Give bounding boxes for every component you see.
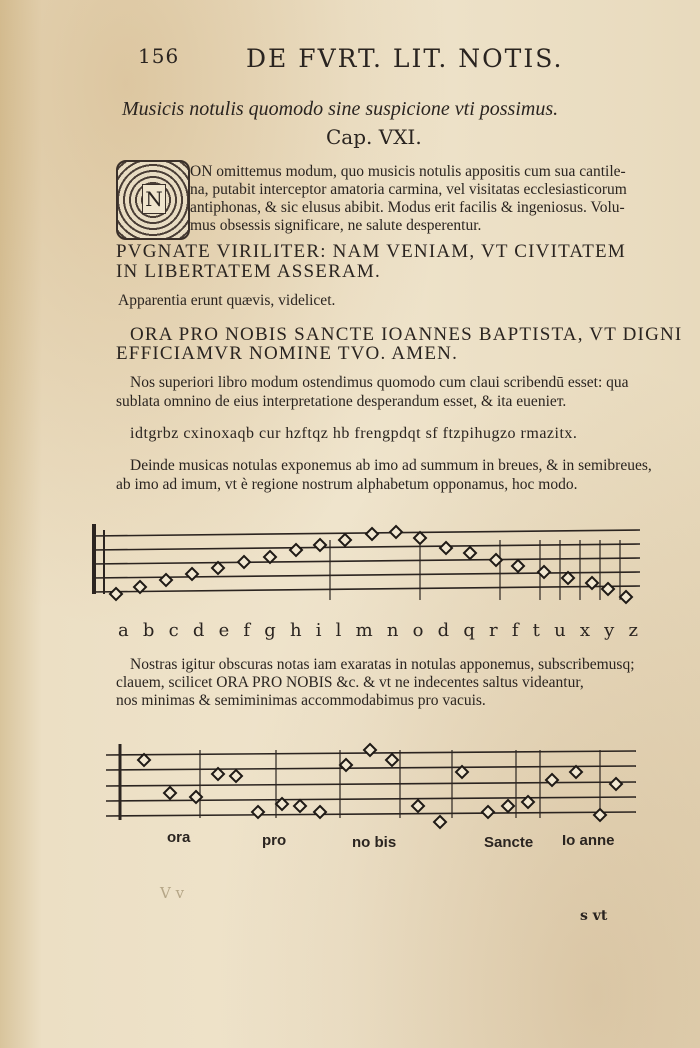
music-note xyxy=(366,528,378,540)
alphabet-letter: u xyxy=(554,620,566,641)
alphabet-letter: d xyxy=(437,620,450,641)
music-note xyxy=(294,800,306,812)
lyric-syllable: Io anne xyxy=(562,832,615,849)
music-note xyxy=(594,809,606,821)
music-note xyxy=(502,800,514,812)
deinde-line: Deinde musicas notulas exponemus ab imo ad summum in breues, & in semibreues, xyxy=(130,457,652,474)
apparentia-line: Apparentia erunt quævis, videlicet. xyxy=(118,292,336,309)
music-note xyxy=(390,526,402,538)
alphabet-letter: n xyxy=(386,620,399,641)
alphabet-letter: q xyxy=(463,620,475,641)
music-note xyxy=(164,787,176,799)
music-note xyxy=(252,806,264,818)
music-note xyxy=(562,572,574,584)
cipher-text: idtgrbz cxinoxaqb cur hzftqz hb frengpdqt sf ftzpihugzo rmazitx. xyxy=(130,425,578,442)
music-note xyxy=(339,534,351,546)
staff-line xyxy=(106,812,636,816)
alphabet-letter: e xyxy=(218,620,230,641)
lyric-syllable: Sancte xyxy=(484,834,534,851)
staff-line xyxy=(106,797,636,801)
superior-line: sublata omnino de eius interpretatione desperandum esset, & ita euenieт. xyxy=(116,393,567,410)
alphabet-letter: o xyxy=(412,620,424,641)
alphabet-letter: z xyxy=(628,620,638,641)
deinde-line: ab imo ad imum, vt è regione nostrum alphabetum opponamus, hoc modo. xyxy=(116,476,578,493)
chapter-number: Cap. VXI. xyxy=(326,125,422,149)
music-note xyxy=(160,574,172,586)
intro-line: mus obsessis significare, ne salute desperentur. xyxy=(190,217,482,234)
staff-line xyxy=(92,572,640,578)
staff-line xyxy=(92,586,640,592)
alphabet-letter: t xyxy=(532,620,540,641)
alphabet-letter: y xyxy=(604,620,615,641)
alphabet-letter: x xyxy=(579,620,590,641)
lyric-syllable: no bis xyxy=(352,834,397,851)
nostras-line: Nostras igitur obscuras notas iam exaratas in notulas apponemus, subscribemusq; xyxy=(130,656,635,673)
nostras-line: nos minimas & semiminimas accommodabimus pro vacuis. xyxy=(116,692,486,709)
music-note xyxy=(290,544,302,556)
prayer-line: ORA PRO NOBIS SANCTE IOANNES BAPTISTA, VT DIGNI xyxy=(130,324,683,345)
music-note xyxy=(314,539,326,551)
music-note xyxy=(186,568,198,580)
music-note xyxy=(482,806,494,818)
lyric-syllable: pro xyxy=(262,832,287,849)
music-note xyxy=(570,766,582,778)
staff-line xyxy=(106,766,636,770)
music-note xyxy=(238,556,250,568)
chapter-title: Musicis notulis quomodo sine suspicione vti possimus. xyxy=(122,98,559,120)
message-line: IN LIBERTATEM ASSERAM. xyxy=(116,261,381,282)
music-note xyxy=(440,542,452,554)
alphabet-letter: l xyxy=(335,620,342,641)
music-note xyxy=(464,547,476,559)
music-note xyxy=(110,588,122,600)
alphabet-letter: i xyxy=(315,620,322,641)
music-note xyxy=(386,754,398,766)
music-note xyxy=(620,591,632,603)
cipher-alphabet xyxy=(118,620,638,641)
catchword: s vt xyxy=(580,908,608,924)
music-note xyxy=(138,754,150,766)
message-line: PVGNATE VIRILITER: NAM VENIAM, VT CIVITATEM xyxy=(116,241,626,262)
faded-offset-text: V v xyxy=(160,884,185,902)
alphabet-letter: f xyxy=(511,620,519,641)
nostras-line: clauem, scilicet ORA PRO NOBIS &c. & vt ne indecentes saltus videantur, xyxy=(116,674,584,691)
superior-line: Nos superiori libro modum ostendimus quomodo cum claui scribendū esset: qua xyxy=(130,374,629,391)
music-note xyxy=(340,759,352,771)
alphabet-letter: m xyxy=(355,620,373,641)
music-note xyxy=(602,583,614,595)
music-note xyxy=(412,800,424,812)
prayer-line: EFFICIAMVR NOMINE TVO. AMEN. xyxy=(116,343,459,364)
alphabet-letter: c xyxy=(168,620,179,641)
music-note xyxy=(512,560,524,572)
page-number: 156 xyxy=(138,44,180,68)
staff-line xyxy=(92,558,640,564)
initial-letter: N xyxy=(142,184,166,214)
alphabet-letter: g xyxy=(264,620,276,641)
music-note xyxy=(314,806,326,818)
running-title: DE FVRT. LIT. NOTIS. xyxy=(246,44,564,73)
music-note xyxy=(364,744,376,756)
alphabet-letter: d xyxy=(192,620,205,641)
music-note xyxy=(264,551,276,563)
intro-line: antiphonas, & sic elusus abibit. Modus erit facilis & ingeniosus. Volu- xyxy=(190,199,625,216)
music-note xyxy=(414,532,426,544)
alphabet-letter: b xyxy=(142,620,155,641)
alphabet-letter: h xyxy=(289,620,302,641)
music-note xyxy=(434,816,446,828)
alphabet-letter: a xyxy=(118,620,129,641)
alphabet-letter: r xyxy=(489,620,498,641)
music-note xyxy=(212,562,224,574)
alphabet-letter: f xyxy=(243,620,251,641)
staff-line xyxy=(92,544,640,550)
intro-line: na, putabit interceptor amatoria carmina, vel visitatas ecclesiasticorum xyxy=(190,181,627,198)
music-note xyxy=(230,770,242,782)
lyric-syllable: ora xyxy=(167,829,191,846)
music-note xyxy=(546,774,558,786)
intro-line: ON omittemus modum, quo musicis notulis appositis cum sua cantile- xyxy=(190,163,626,180)
music-note xyxy=(610,778,622,790)
